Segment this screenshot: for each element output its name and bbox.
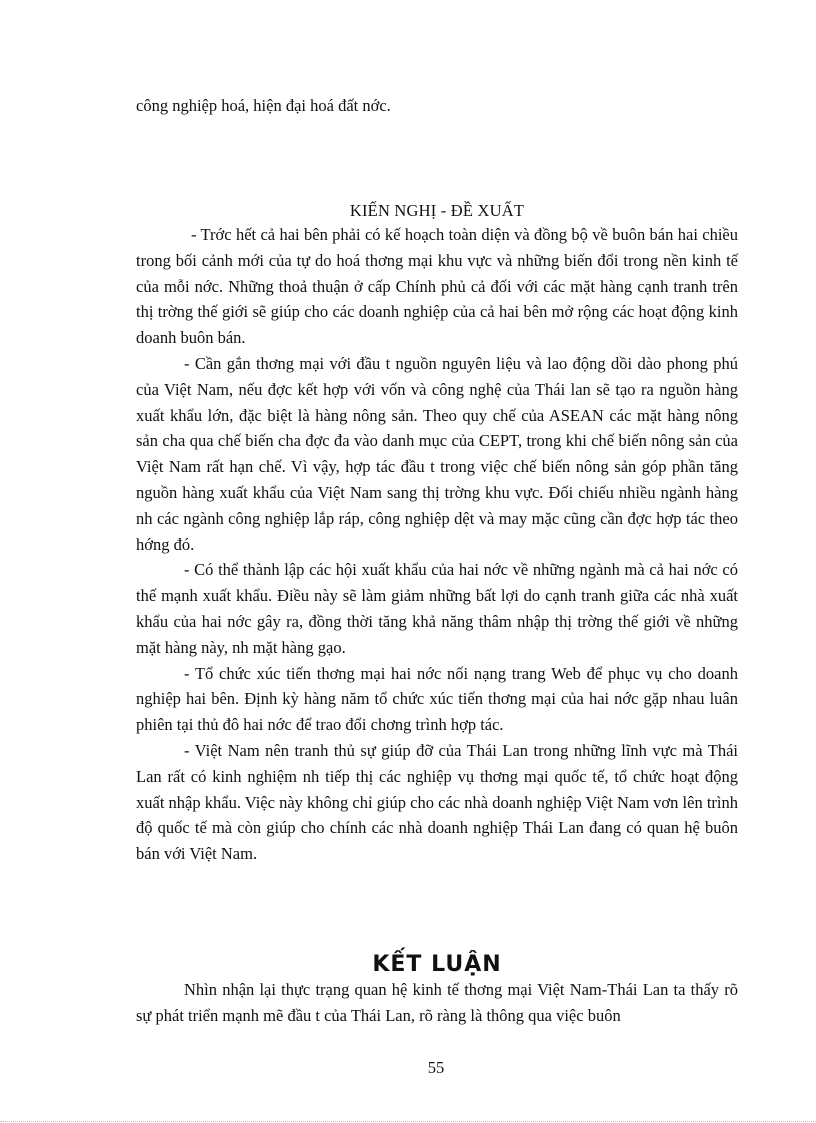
paragraph: - Trớc hết cả hai bên phải có kế hoạch toàn diện và đồng bộ về buôn bán hai chiều trong bối cảnh mới của tự do hoá thơng mại khu vực và những biến đổi trong nền kinh tế của mỗi nớc. Những thoả thuận ở cấp Chính phủ cả đối với các mặt hàng cạnh tranh trên thị trờng thế giới sẽ giúp cho các doanh nghiệp của cả hai bên mở rộng các hoạt động kinh doanh buôn bán.	[136, 225, 738, 348]
recommendations-body	[136, 222, 738, 867]
paragraph: - Có thể thành lập các hội xuất khẩu của hai nớc về những ngành mà cả hai nớc có thế mạnh xuất khẩu. Điều này sẽ làm giảm những bất lợi do cạnh tranh giữa các nhà xuất khẩu của hai nớc gây ra, đồng thời tăng khả năng thâm nhập thị trờng thế giới về những mặt hàng này, nh mặt hàng gạo.	[136, 560, 738, 657]
paragraph: - Cần gắn thơng mại với đầu t nguồn nguyên liệu và lao động dồi dào phong phú của Việt Nam, nếu đợc kết hợp với vốn và công nghệ của Thái lan sẽ tạo ra nguồn hàng xuất khẩu lớn, đặc biệt là hàng nông sản. Theo quy chế của ASEAN các mặt hàng nông sản cha qua chế biến cha đợc đa vào danh mục của CEPT, trong khi chế biến nông sản của Việt Nam rất hạn chế. Vì vậy, hợp tác đầu t trong việc chế biến nông sản góp phần tăng nguồn hàng xuất khẩu của Việt Nam sang thị trờng khu vực. Đối chiếu nhiều ngành hàng nh các ngành công nghiệp lắp ráp, công nghiệp dệt và may mặc cũng cần đợc hợp tác theo hớng đó.	[136, 353, 738, 554]
section-heading-conclusion: KẾT LUẬN	[372, 952, 502, 977]
page-divider	[0, 1121, 816, 1122]
page-number: 55	[427, 1058, 445, 1077]
intro-line: công nghiệp hoá, hiện đại hoá đất nớc.	[136, 96, 391, 115]
paragraph: Nhìn nhận lại thực trạng quan hệ kinh tế thơng mại Việt Nam-Thái Lan ta thấy rõ sự phát triển mạnh mẽ đầu t của Thái Lan, rõ ràng là thông qua việc buôn	[136, 980, 738, 1025]
paragraph: - Tổ chức xúc tiến thơng mại hai nớc nối nạng trang Web để phục vụ cho doanh nghiệp hai bên. Định kỳ hàng năm tổ chức xúc tiến thơng mại của hai nớc gặp nhau luân phiên tại thủ đô hai nớc để trao đổi chơng trình hợp tác.	[136, 663, 738, 735]
conclusion-body	[136, 977, 738, 1029]
paragraph: - Việt Nam nên tranh thủ sự giúp đỡ của Thái Lan trong những lĩnh vực mà Thái Lan rất có kinh nghiệm nh tiếp thị các nghiệp vụ thơng mại quốc tế, tổ chức hoạt động xuất nhập khẩu. Việc này không chỉ giúp cho các nhà doanh nghiệp Việt Nam vơn lên trình độ quốc tế mà còn giúp cho chính các nhà doanh nghiệp Thái Lan đang có quan hệ buôn bán với Việt Nam.	[136, 740, 738, 864]
section-heading-recommendations: KIẾN NGHỊ - ĐỀ XUẤT	[349, 201, 525, 220]
